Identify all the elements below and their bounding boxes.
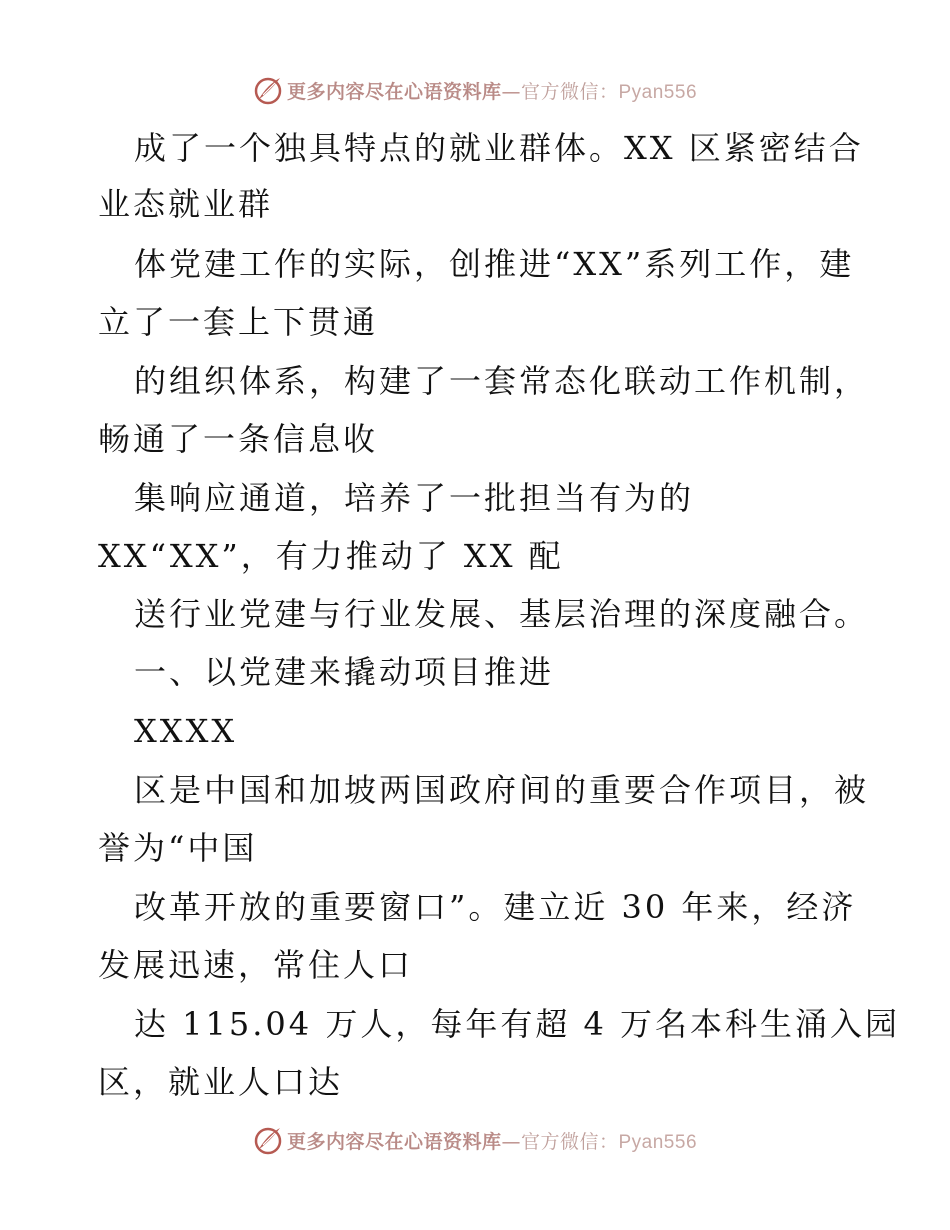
text-line: 区是中国和加坡两国政府间的重要合作项目，被 <box>134 771 870 809</box>
watermark-dash: — <box>501 1130 521 1153</box>
text-line: 发展迅速，常住人口 <box>98 946 414 984</box>
text-line: XXXX <box>134 712 238 750</box>
watermark-site: 更多内容尽在心语资料库 <box>286 80 502 103</box>
watermark-dash: — <box>501 80 521 103</box>
watermark-wechat-label: 官方微信： <box>520 1130 619 1153</box>
watermark-wechat-label: 官方微信： <box>520 80 619 103</box>
text-line: 改革开放的重要窗口”。建立近 30 年来，经济 <box>134 888 857 926</box>
text-line: 送行业党建与行业发展、基层治理的深度融合。 <box>134 595 870 633</box>
text-line: 达 115.04 万人，每年有超 4 万名本科生涌入园 <box>134 1005 901 1043</box>
text-line: 体党建工作的实际，创推进“XX”系列工作，建 <box>134 245 855 283</box>
text-line: 立了一套上下贯通 <box>98 303 379 341</box>
footer-watermark <box>0 1124 950 1156</box>
text-line: 的组织体系，构建了一套常态化联动工作机制， <box>134 362 870 400</box>
text-line: 畅通了一条信息收 <box>98 420 379 458</box>
watermark-wechat-id: Pyan556 <box>618 81 698 103</box>
watermark-site: 更多内容尽在心语资料库 <box>286 1130 502 1153</box>
text-line: 区，就业人口达 <box>98 1063 344 1101</box>
text-line: 成了一个独具特点的就业群体。XX 区紧密结合 <box>134 129 864 167</box>
watermark-text <box>287 77 697 104</box>
feather-pen-logo-icon <box>253 1125 283 1155</box>
text-line: 誉为“中国 <box>98 829 258 867</box>
section-heading: 一、以党建来撬动项目推进 <box>134 653 555 691</box>
text-line: XX“XX”，有力推动了 XX 配 <box>98 537 564 575</box>
text-line: 业态就业群 <box>98 185 274 223</box>
watermark-text <box>287 1127 697 1154</box>
watermark-wechat-id: Pyan556 <box>618 1131 698 1153</box>
feather-pen-logo-icon <box>253 75 283 105</box>
text-line: 集响应通道，培养了一批担当有为的 <box>134 479 695 517</box>
header-watermark <box>0 74 950 106</box>
